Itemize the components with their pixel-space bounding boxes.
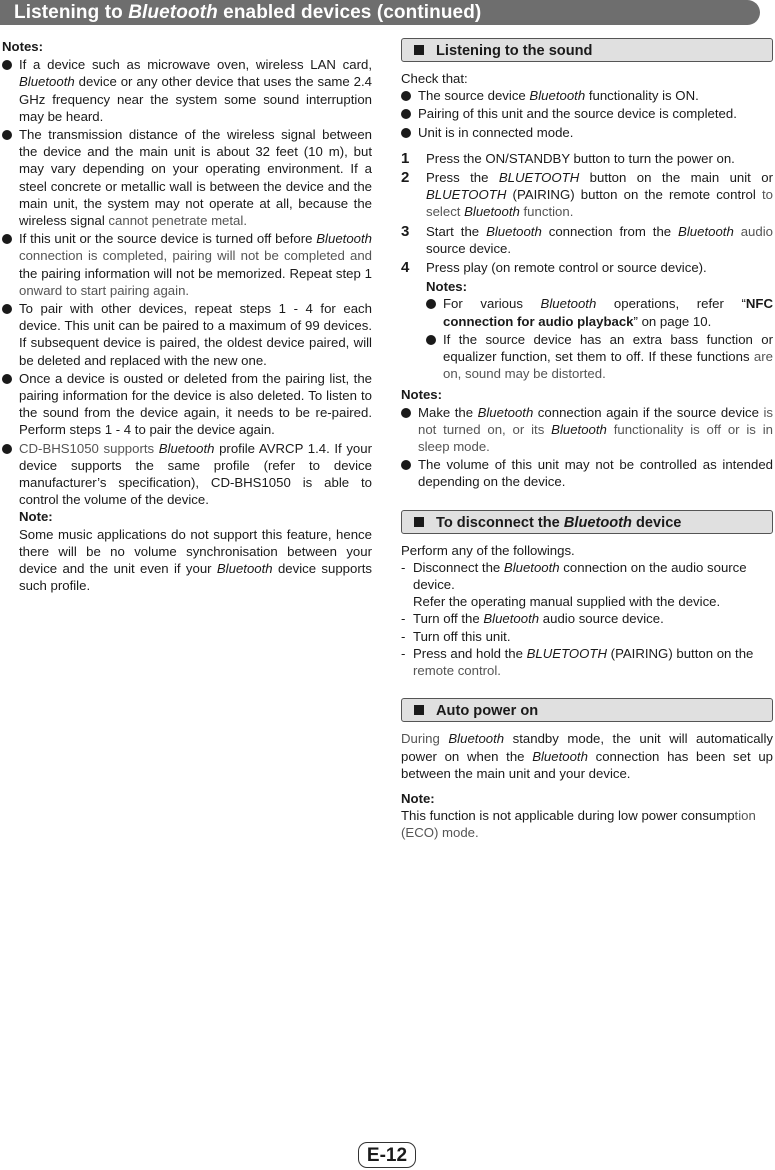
step-3: 3 Start the Bluetooth connection from the Bluetooth audio source device. bbox=[401, 222, 773, 256]
section-header-listening: Listening to the sound bbox=[401, 38, 773, 62]
bullet-icon bbox=[426, 299, 436, 309]
note-item: If a device such as microwave oven, wireless LAN card, Bluetooth device or any other device that uses the same 2.4 GHz frequency near the system some sound interruption may be heard. bbox=[2, 56, 372, 125]
note-subheading: Note: bbox=[19, 509, 53, 525]
page-banner bbox=[0, 0, 760, 25]
step-2: 2 Press the BLUETOOTH button on the main unit or BLUETOOTH (PAIRING) button on the remote control to select Bluetooth function. bbox=[401, 169, 773, 220]
left-column bbox=[2, 38, 372, 596]
step-note-item: If the source device has an extra bass function or equalizer function, set them to off. If these functions are on, sound may be distorted. bbox=[426, 331, 773, 383]
notes-heading: Notes: bbox=[2, 39, 44, 54]
note-item: Make the Bluetooth connection again if the source device is not turned on, or its Bluetooth functionality is off or is in sleep mode. bbox=[401, 404, 773, 456]
bullet-icon bbox=[401, 460, 411, 470]
note-item: If this unit or the source device is turned off before Bluetooth connection is completed, pairing will not be completed and the pairing information will not be memorized. Repeat step 1 onward to start pairing again. bbox=[2, 230, 372, 299]
reference-link: NFC connection for audio playback bbox=[443, 296, 774, 329]
note-item: CD-BHS1050 supports Bluetooth profile AVRCP 1.4. If your device supports the same profile (refer to device manufacturer’s specification), CD-BHS1050 is able to control the volume of the device. Note: Some music applications do not support this feature, hence there will be no volume synchronisation between your device and the unit even if your Bluetooth device supports such profile. bbox=[2, 440, 372, 595]
note-item: To pair with other devices, repeat steps 1 - 4 for each device. This unit can be paired to a maximum of 99 devices. If subsequent device is paired, the oldest device paired, will be deleted and replaced with the new one. bbox=[2, 300, 372, 369]
disconnect-option: - Turn off this unit. bbox=[401, 628, 511, 644]
bullet-icon bbox=[2, 60, 12, 70]
page-number: E-12 bbox=[358, 1142, 416, 1168]
note-item: Once a device is ousted or deleted from the pairing list, the pairing information for the device is also deleted. To listen to the sound from the device again, it needs to be re-paired. Perform steps 1 - 4 to pair the device again. bbox=[2, 370, 372, 439]
auto-power-note-heading: Note: bbox=[401, 790, 435, 806]
note-body: Some music applications do not support this feature, hence there will be no volume synchronisation between your device and the unit even if your Bluetooth device supports such profile. bbox=[19, 526, 372, 594]
bullet-icon bbox=[401, 91, 411, 101]
right-column bbox=[401, 38, 773, 842]
note-item: The transmission distance of the wireless signal between the device and the main unit is about 32 feet (10 m), but may vary depending on your operating environment. If a steel concrete or metallic wall is between the device and the main unit, the system may not operate at all, because the wireless signal cannot penetrate metal. bbox=[2, 126, 372, 229]
banner-prefix: Listening to bbox=[14, 2, 129, 23]
check-item: Unit is in connected mode. bbox=[401, 124, 773, 141]
square-icon bbox=[414, 45, 424, 55]
disconnect-option: - Turn off the Bluetooth audio source device. bbox=[401, 611, 664, 627]
bullet-icon bbox=[2, 304, 12, 314]
bullet-icon bbox=[2, 130, 12, 140]
step-1: 1 Press the ON/STANDBY button to turn the power on. bbox=[401, 149, 735, 167]
bullet-icon bbox=[401, 109, 411, 119]
auto-power-note: This function is not applicable during low power consumption (ECO) mode. bbox=[401, 808, 756, 841]
check-intro: Check that: bbox=[401, 71, 468, 86]
check-item: Pairing of this unit and the source device is completed. bbox=[401, 105, 773, 122]
square-icon bbox=[414, 517, 424, 527]
auto-power-body: During Bluetooth standby mode, the unit will automatically power on when the Bluetooth connection has been set up between the main unit and your device. bbox=[401, 731, 774, 781]
section-header-auto-power: Auto power on bbox=[401, 698, 773, 722]
note-item: The volume of this unit may not be controlled as intended depending on the device. bbox=[401, 456, 773, 490]
check-item: The source device Bluetooth functionality is ON. bbox=[401, 87, 773, 104]
bullet-icon bbox=[426, 335, 436, 345]
section-header-disconnect: To disconnect the Bluetooth device bbox=[401, 510, 773, 534]
bullet-icon bbox=[2, 374, 12, 384]
banner-suffix: enabled devices (continued) bbox=[217, 2, 482, 23]
banner-bluetooth: Bluetooth bbox=[128, 2, 218, 23]
bullet-icon bbox=[2, 444, 12, 454]
bullet-icon bbox=[401, 408, 411, 418]
disconnect-option: - Press and hold the BLUETOOTH (PAIRING) button on the remote control. bbox=[401, 645, 754, 679]
step-note-item: For various Bluetooth operations, refer “NFC connection for audio playback” on page 10. bbox=[426, 295, 773, 329]
disconnect-option: - Disconnect the Bluetooth connection on the audio source device. Refer the operating manual supplied with the device. bbox=[401, 559, 747, 610]
notes-heading-2: Notes: bbox=[401, 387, 443, 403]
square-icon bbox=[414, 705, 424, 715]
disconnect-intro: Perform any of the followings. bbox=[401, 542, 575, 558]
step-notes-heading: Notes: bbox=[426, 279, 468, 295]
bullet-icon bbox=[401, 128, 411, 138]
bullet-icon bbox=[2, 234, 12, 244]
step-4: 4 Press play (on remote control or source device). Notes: For various Bluetooth operations, refer “NFC connection for audio playback” on page 10. If the source device has an extra bass function or equalizer function, set them to off. If these functions are on, sound may be distorted. bbox=[401, 259, 774, 382]
